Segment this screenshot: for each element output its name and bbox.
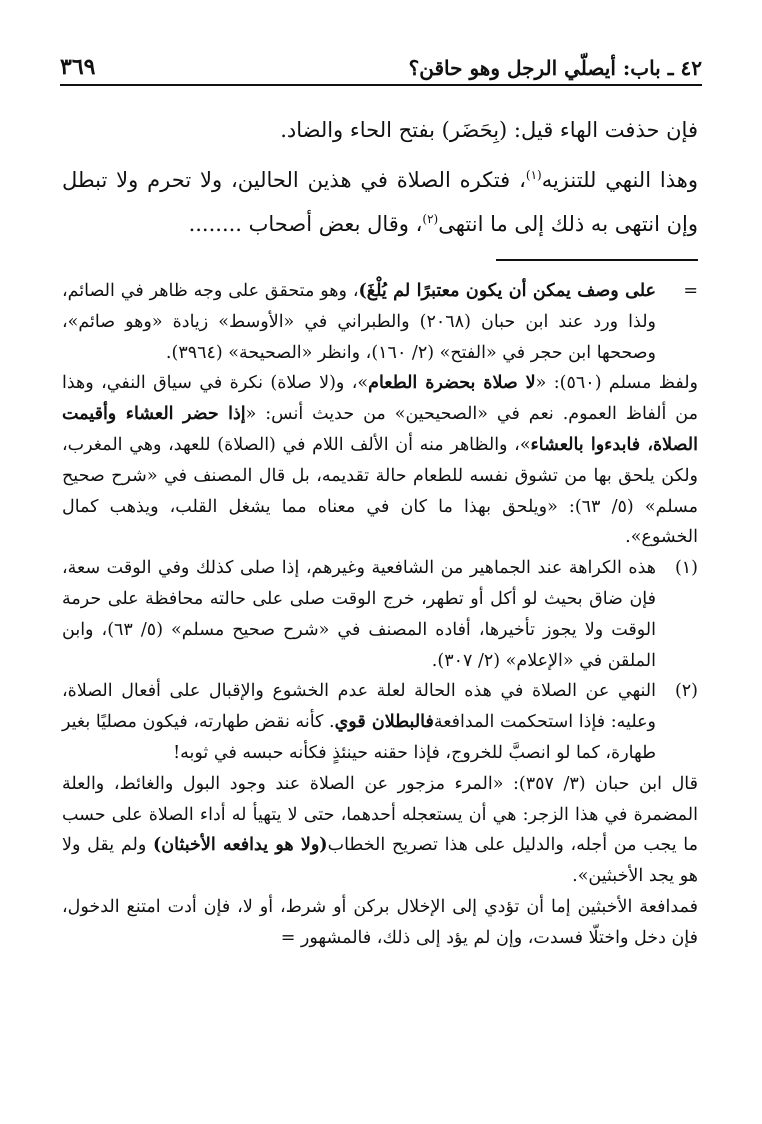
footnote-number: (٢) (674, 681, 698, 702)
main-paragraph-2 (62, 158, 698, 246)
text-segment: وهذا النهي للتنزيه (541, 168, 698, 192)
text-segment: ولفظ مسلم (٥٦٠): « (535, 373, 698, 394)
footnote-ref-2: (٢) (422, 212, 439, 226)
footnote-2 (62, 676, 698, 768)
continuation-mark: = (683, 281, 698, 301)
text-segment: ولم يقل ولا هو يجد الأخبثين». (62, 835, 698, 887)
text-segment: »، و(لا صلاة) نكرة في سياق النفي، وهذا من ألفاظ العموم. نعم في «الصحيحين» من حديث أنس: « (62, 373, 699, 425)
footnote-1 (62, 553, 698, 676)
footnote-body (62, 276, 656, 368)
text-segment: قال ابن حبان (٣/ ٣٥٧): «المرء مزجور عن الصلاة عند وجود البول والغائط، والعلة المضمرة في هذا الزجر: هي أن يستعجله أحدهما، حتى لا يتهيأ له أداء الصلاة على حسب ما يجب من أجله، والدليل على هذا تصريح الخطاب (62, 773, 699, 856)
footnote-paragraph (62, 368, 698, 553)
text-segment: ، فتكره الصلاة في هذين الحالين، ولا تحرم ولا تبطل وإن انتهى به ذلك إلى ما انتهى (62, 168, 698, 236)
bold-text: على وصف يمكن أن يكون معتبرًا لم يُلْغَ) (358, 281, 656, 301)
footnote-body (62, 676, 656, 768)
bold-text: إذا حضر العشاء وأقيمت الصلاة، فابدءوا بالعشاء (62, 404, 698, 455)
footnote-ref-1: (١) (525, 168, 542, 182)
chapter-title: ٤٢ ـ باب: أيصلّي الرجل وهو حاقن؟ (408, 56, 702, 80)
footnote-paragraph (62, 769, 698, 892)
bold-text: فالبطلان قوي (334, 712, 434, 733)
page-number: ٣٦٩ (60, 54, 96, 80)
text-segment: ، وهو متحقق على وجه ظاهر في الصائم، ولذا ورد عند ابن حبان (٢٠٦٨) والطبراني في «الأوسط» زيادة «وهو صائم»، وصححها ابن حجر في «الفتح» (٢/ ١٦٠)، وانظر «الصحيحة» (٣٩٦٤). (62, 281, 656, 363)
page-header (60, 40, 702, 86)
footnotes (62, 276, 698, 954)
main-text (62, 108, 698, 246)
main-paragraph-1: فإن حذفت الهاء قيل: (بِحَضَر) بفتح الحاء والضاد. (280, 118, 698, 142)
footnote-paragraph: فمدافعة الأخبثين إما أن تؤدي إلى الإخلال بركن أو شرط، أو لا، فإن أدت امتنع الدخول، فإن دخل واختلّا فسدت، وإن لم يؤد إلى ذلك، فالمشهور = (62, 896, 698, 948)
text-segment: ، وقال بعض أصحاب ........ (188, 212, 423, 236)
footnote-continuation (62, 276, 698, 368)
text-segment: النهي عن الصلاة في هذه الحالة لعلة عدم الخشوع والإقبال على أفعال الصلاة، وعليه: فإذا استحكمت المدافعة (62, 681, 657, 733)
text-segment: »، والظاهر منه أن الألف اللام في (الصلاة) للعهد، وهي المغرب، ولكن يلحق بها من تشوق نفسه للطعام حالة تقديمه، بل قال المصنف في «شرح صحيح مسلم» (٥/ ٦٣): «ويلحق بهذا ما كان في معناه مما يشغل القلب، ويذهب كمال الخشوع». (62, 434, 698, 548)
footnote-body: هذه الكراهة عند الجماهير من الشافعية وغيرهم، إذا صلى كذلك وفي الوقت سعة، فإن ضاق بحيث لو أكل أو تطهر، خرج الوقت صلى على حالته محافظة على حرمة الوقت ولا يجوز تأخيرها، أفاده المصنف في «شرح صحيح مسلم» (٥/ ٦٣)، وابن الملقن في «الإعلام» (٢/ ٣٠٧). (62, 558, 656, 671)
text-segment: . كأنه نقض طهارته، فيكون مصليًا بغير طهارة، كما لو انصبَّ للخروج، فإذا حقنه حينئذٍ فكأنه حبسه في ثوبه! (62, 712, 656, 763)
footnote-separator (496, 259, 698, 261)
bold-text: لا صلاة بحضرة الطعام (368, 373, 536, 394)
bold-text: (ولا هو يدافعه الأخبثان) (153, 835, 328, 856)
footnote-number: (١) (674, 558, 698, 579)
